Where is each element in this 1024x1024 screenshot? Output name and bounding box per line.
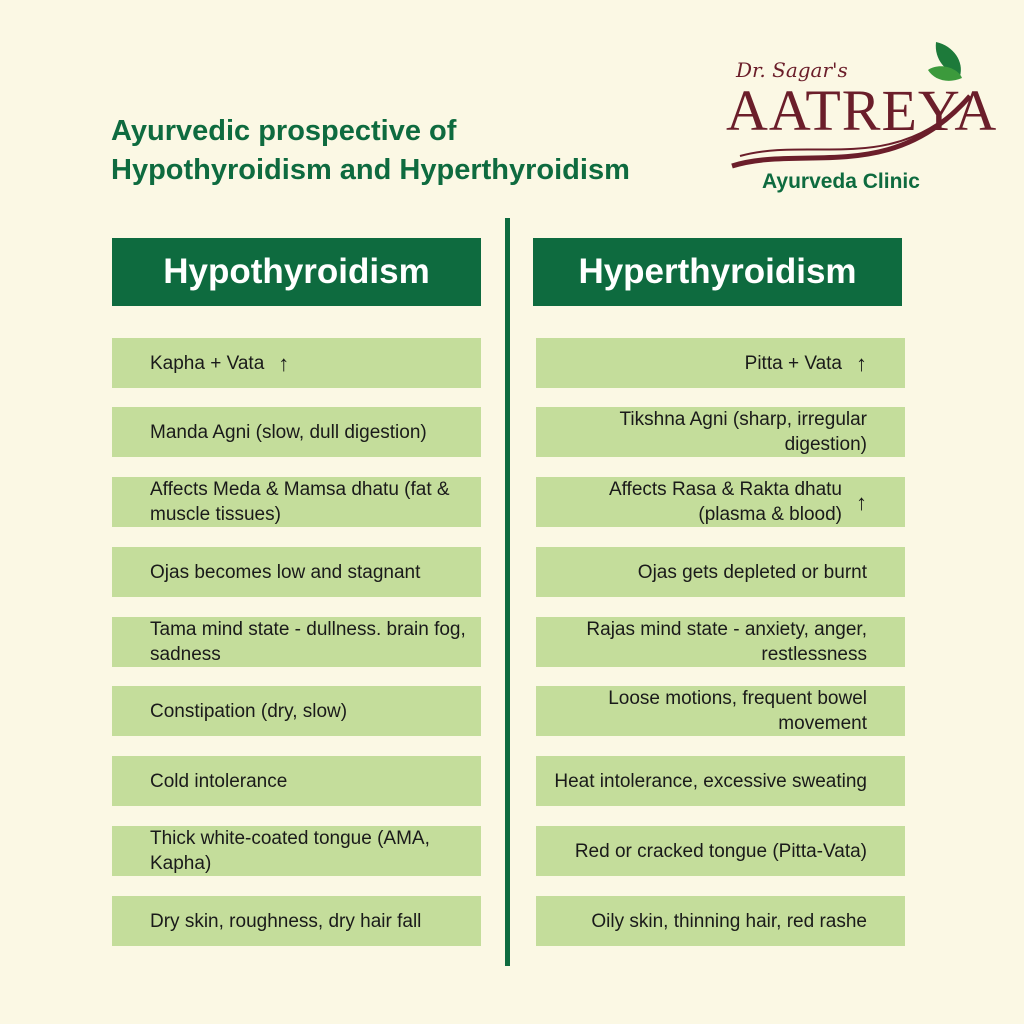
cell-text: Ojas becomes low and stagnant xyxy=(150,561,421,583)
hypo-cell xyxy=(112,547,481,597)
hypo-cell xyxy=(112,896,481,946)
cell-text: Thick white-coated tongue (AMA, Kapha) xyxy=(150,828,430,874)
cell-content xyxy=(546,477,867,527)
cell-content xyxy=(638,560,867,585)
cell-content xyxy=(546,617,867,667)
cell-content xyxy=(150,826,471,876)
hyper-cell xyxy=(536,826,905,876)
cell-content xyxy=(546,407,867,457)
hypo-cell xyxy=(112,617,481,667)
hyper-cell xyxy=(536,407,905,457)
title-line-1: Ayurvedic prospective of xyxy=(111,115,457,147)
cell-content xyxy=(150,477,471,527)
cell-text: Affects Meda & Mamsa dhatu (fat & muscle tissues) xyxy=(150,479,450,525)
hypo-cell xyxy=(112,826,481,876)
cell-content xyxy=(150,420,427,445)
cell-content xyxy=(575,839,867,864)
logo-subtitle: Ayurveda Clinic xyxy=(762,170,920,193)
page-title xyxy=(111,112,711,190)
up-arrow-icon: ↑ xyxy=(856,350,867,376)
cell-text: Constipation (dry, slow) xyxy=(150,700,348,722)
logo-name: AATREYA xyxy=(726,78,998,143)
cell-content xyxy=(150,351,289,376)
hypo-cell xyxy=(112,477,481,527)
cell-content xyxy=(546,686,867,736)
cell-text: Cold intolerance xyxy=(150,770,288,792)
cell-text: Oily skin, thinning hair, red rashe xyxy=(591,910,867,932)
hypo-cell xyxy=(112,338,481,388)
hypothyroidism-header: Hypothyroidism xyxy=(112,238,481,306)
cell-content xyxy=(150,560,420,585)
cell-text: Red or cracked tongue (Pitta-Vata) xyxy=(574,840,867,862)
hypo-cell xyxy=(112,686,481,736)
cell-text: Affects Rasa & Rakta dhatu (plasma & blood) xyxy=(608,479,842,525)
cell-content xyxy=(591,909,867,934)
hyper-cell xyxy=(536,756,905,806)
hyper-cell xyxy=(536,338,905,388)
logo-prefix: Dr. Sagar's xyxy=(736,58,848,82)
cell-content xyxy=(554,769,867,794)
hyper-cell xyxy=(536,896,905,946)
cell-text: Tama mind state - dullness. brain fog, sadness xyxy=(150,619,466,665)
cell-text: Manda Agni (slow, dull digestion) xyxy=(150,421,427,443)
cell-text: Kapha + Vata xyxy=(150,352,265,374)
hyper-cell xyxy=(536,617,905,667)
cell-text: Heat intolerance, excessive sweating xyxy=(554,770,867,792)
cell-content xyxy=(150,909,421,934)
cell-content xyxy=(150,617,471,667)
title-line-2: Hypothyroidism and Hyperthyroidism xyxy=(111,154,630,186)
up-arrow-icon: ↑ xyxy=(856,489,867,515)
cell-content xyxy=(745,351,867,376)
cell-text: Ojas gets depleted or burnt xyxy=(637,561,867,583)
hyper-cell xyxy=(536,477,905,527)
cell-text: Rajas mind state - anxiety, anger, restlessness xyxy=(586,619,867,665)
leaf-icon xyxy=(928,42,962,81)
column-divider xyxy=(505,218,510,966)
cell-content xyxy=(150,769,287,794)
cell-content xyxy=(150,699,347,724)
hypo-cell xyxy=(112,407,481,457)
cell-text: Dry skin, roughness, dry hair fall xyxy=(150,910,422,932)
cell-text: Tikshna Agni (sharp, irregular digestion) xyxy=(619,409,867,455)
cell-text: Pitta + Vata xyxy=(744,352,842,374)
up-arrow-icon: ↑ xyxy=(278,350,290,376)
hyper-cell xyxy=(536,686,905,736)
hyper-cell xyxy=(536,547,905,597)
hypo-cell xyxy=(112,756,481,806)
cell-text: Loose motions, frequent bowel movement xyxy=(608,688,867,734)
hyperthyroidism-header: Hyperthyroidism xyxy=(533,238,902,306)
clinic-logo xyxy=(722,36,998,196)
